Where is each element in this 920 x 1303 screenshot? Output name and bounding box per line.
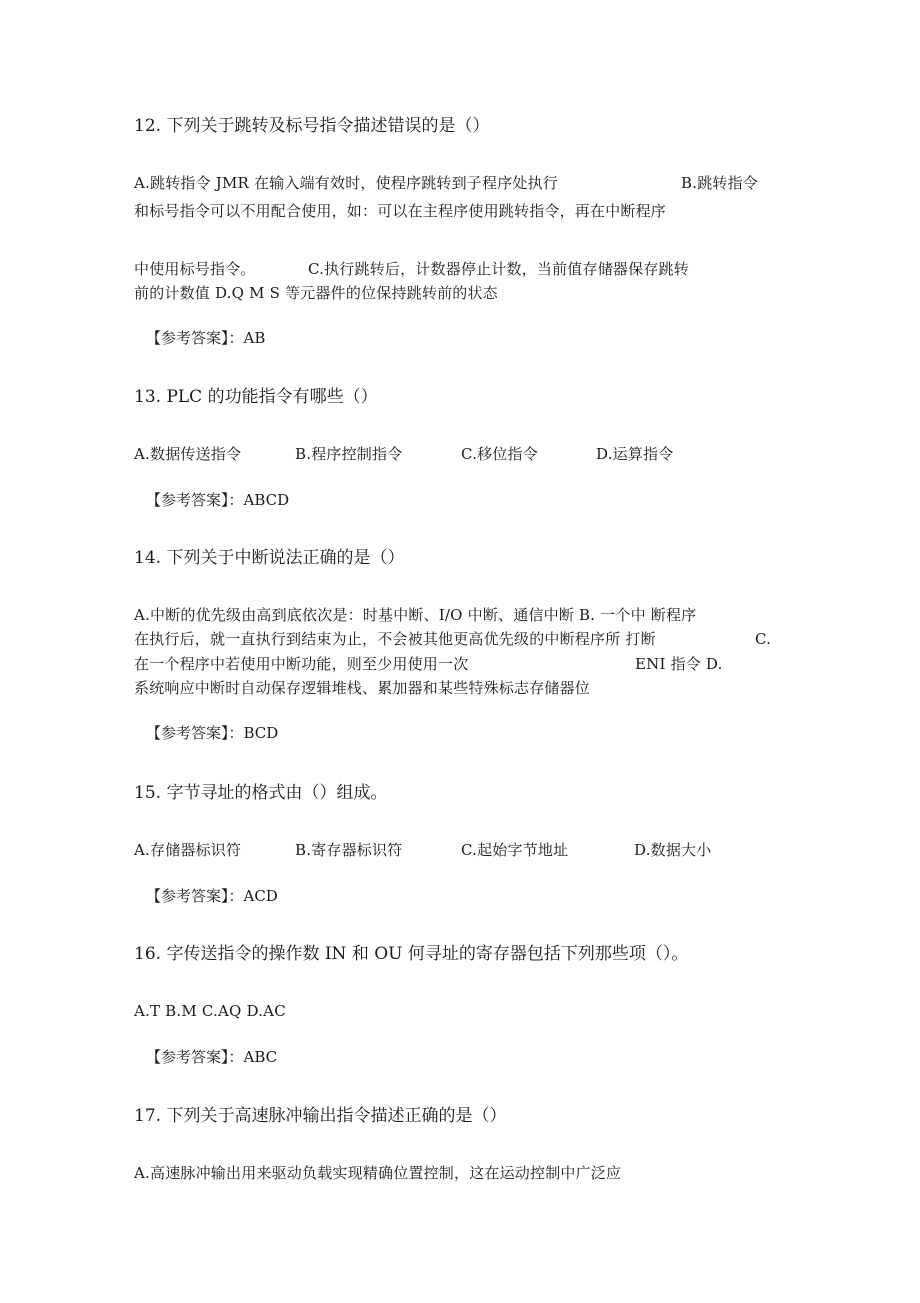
question-13-option-a: A.数据传送指令 [134, 445, 242, 463]
question-14-options-line-3 [134, 657, 834, 677]
question-12-answer: 【参考答案】：AB [146, 329, 266, 347]
question-15-answer: 【参考答案】：ACD [146, 887, 278, 905]
question-15-title: 15. 字节寻址的格式由（）组成。 [134, 783, 388, 803]
question-15-option-a: A.存储器标识符 [134, 841, 242, 859]
question-14-option-d-start: ENI 指令 D. [635, 655, 723, 673]
question-14-options-line-4: 系统响应中断时自动保存逻辑堆栈、累加器和某些特殊标志存储器位 [134, 679, 591, 697]
question-12-options-line-1 [134, 176, 834, 196]
question-13-option-d: D.运算指令 [596, 445, 674, 463]
question-12-title: 12. 下列关于跳转及标号指令描述错误的是（） [134, 116, 490, 136]
question-13-option-b: B.程序控制指令 [295, 445, 403, 463]
question-17-title: 17. 下列关于高速脉冲输出指令描述正确的是（） [134, 1106, 507, 1126]
question-12-option-b-end: 中使用标号指令。 [134, 260, 256, 278]
question-12-option-b-start: B.跳转指令 [681, 174, 758, 192]
question-12-options-line-2: 和标号指令可以不用配合使用，如：可以在主程序使用跳转指令，再在中断程序 [134, 202, 667, 220]
question-12-options-line-4: 前的计数值 D.Q M S 等元器件的位保持跳转前的状态 [134, 284, 498, 302]
question-15-option-d: D.数据大小 [634, 841, 712, 859]
question-13-option-c: C.移位指令 [461, 445, 538, 463]
question-16-options: A.T B.M C.AQ D.AC [134, 1002, 286, 1020]
question-14-option-c-text: 在一个程序中若使用中断功能，则至少用使用一次 [134, 655, 469, 673]
question-15-option-b: B.寄存器标识符 [295, 841, 403, 859]
question-15-option-c: C.起始字节地址 [461, 841, 569, 859]
question-14-answer: 【参考答案】：BCD [146, 724, 279, 742]
question-14-option-b-end: 在执行后，就一直执行到结束为止，不会被其他更高优先级的中断程序所 打断 [134, 630, 656, 648]
question-14-option-c-start: C. [755, 630, 772, 648]
question-12-option-a: A.跳转指令 JMR 在输入端有效时，使程序跳转到子程序处执行 [134, 174, 559, 192]
question-15-options [134, 843, 834, 863]
question-14-options-line-2 [134, 632, 834, 652]
question-13-title: 13. PLC 的功能指令有哪些（） [134, 387, 378, 407]
question-17-options-line-1: A.高速脉冲输出用来驱动负载实现精确位置控制，这在运动控制中广泛应 [134, 1164, 622, 1182]
question-13-answer: 【参考答案】：ABCD [146, 491, 290, 509]
question-12-options-line-3 [134, 262, 834, 282]
question-16-answer: 【参考答案】：ABC [146, 1048, 278, 1066]
question-14-title: 14. 下列关于中断说法正确的是（） [134, 548, 405, 568]
question-12-option-c: C.执行跳转后，计数器停止计数，当前值存储器保存跳转 [308, 260, 689, 278]
question-14-options-line-1: A.中断的优先级由高到底依次是：时基中断、I/O 中断、通信中断 B. 一个中 断程序 [134, 606, 697, 624]
question-13-options [134, 447, 834, 467]
question-16-title: 16. 字传送指令的操作数 IN 和 OU 何寻址的寄存器包括下列那些项（）。 [134, 944, 689, 964]
